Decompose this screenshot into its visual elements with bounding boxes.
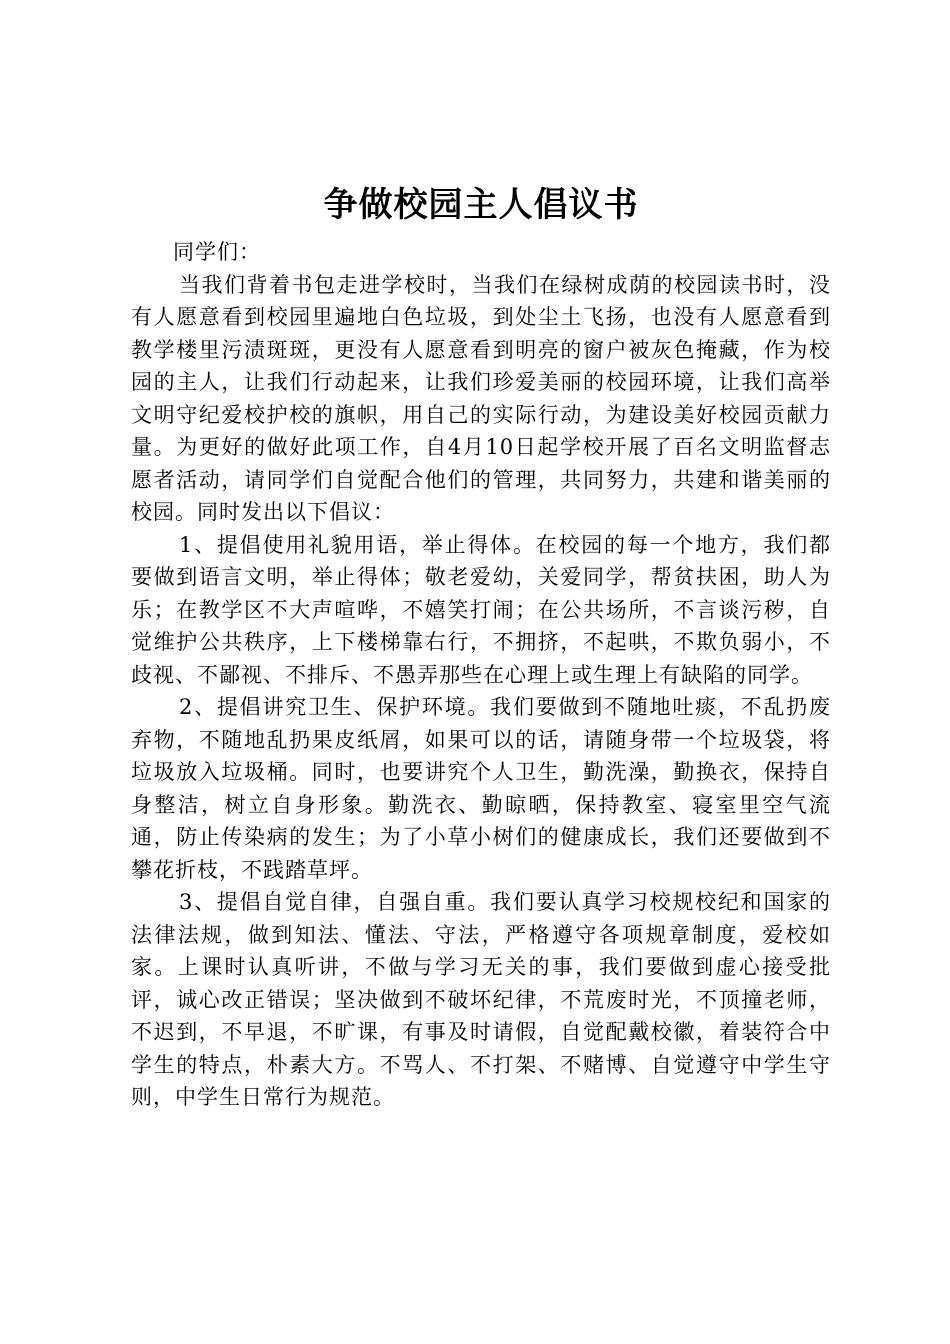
document-title: 争做校园主人倡议书 [323, 185, 639, 225]
paragraph-proposal-2: 2、提倡讲究卫生、保护环境。我们要做到不随地吐痰，不乱扔废弃物，不随地乱扔果皮纸屑，如果可以的话，请随身带一个垃圾袋，将垃圾放入垃圾桶。同时，也要讲究个人卫生，勤洗澡，勤换衣，保持自身整洁，树立自身形象。勤洗衣、勤晾晒，保持教室、寝室里空气流通，防止传染病的发生；为了小草小树们的健康成长，我们还要做到不攀花折枝，不践踏草坪。 [131, 695, 831, 882]
paragraph-proposal-3: 3、提倡自觉自律，自强自重。我们要认真学习校规校纪和国家的法律法规，做到知法、懂法、守法，严格遵守各项规章制度，爱校如家。上课时认真听讲，不做与学习无关的事，我们要做到虚心接受批评，诚心改正错误；坚决做到不破坏纪律，不荒废时光，不顶撞老师，不迟到，不早退，不旷课，有事及时请假，自觉配戴校徽，着装符合中学生的特点，朴素大方。不骂人、不打架、不赌博、自觉遵守中学生守则，中学生日常行为规范。 [131, 890, 831, 1109]
paragraph-proposal-1: 1、提倡使用礼貌用语，举止得体。在校园的每一个地方，我们都要做到语言文明，举止得体；敬老爱幼，关爱同学，帮贫扶困，助人为乐；在教学区不大声喧哗，不嬉笑打闹；在公共场所，不言谈污秽，自觉维护公共秩序，上下楼梯靠右行，不拥挤，不起哄，不欺负弱小，不歧视、不鄙视、不排斥、不愚弄那些在心理上或生理上有缺陷的同学。 [131, 532, 831, 687]
salutation: 同学们： [173, 240, 261, 264]
document-body [131, 182, 831, 1114]
paragraph-intro: 当我们背着书包走进学校时，当我们在绿树成荫的校园读书时，没有人愿意看到校园里遍地白色垃圾，到处尘土飞扬，也没有人愿意看到教学楼里污渍斑斑，更没有人愿意看到明亮的窗户被灰色掩藏，作为校园的主人，让我们行动起来，让我们珍爱美丽的校园环境，让我们高举文明守纪爱校护校的旗帜，用自己的实际行动，为建设美好校园贡献力量。为更好的做好此项工作，自4月10日起学校开展了百名文明监督志愿者活动，请同学们自觉配合他们的管理，共同努力，共建和谐美丽的校园。同时发出以下倡议： [131, 272, 831, 524]
